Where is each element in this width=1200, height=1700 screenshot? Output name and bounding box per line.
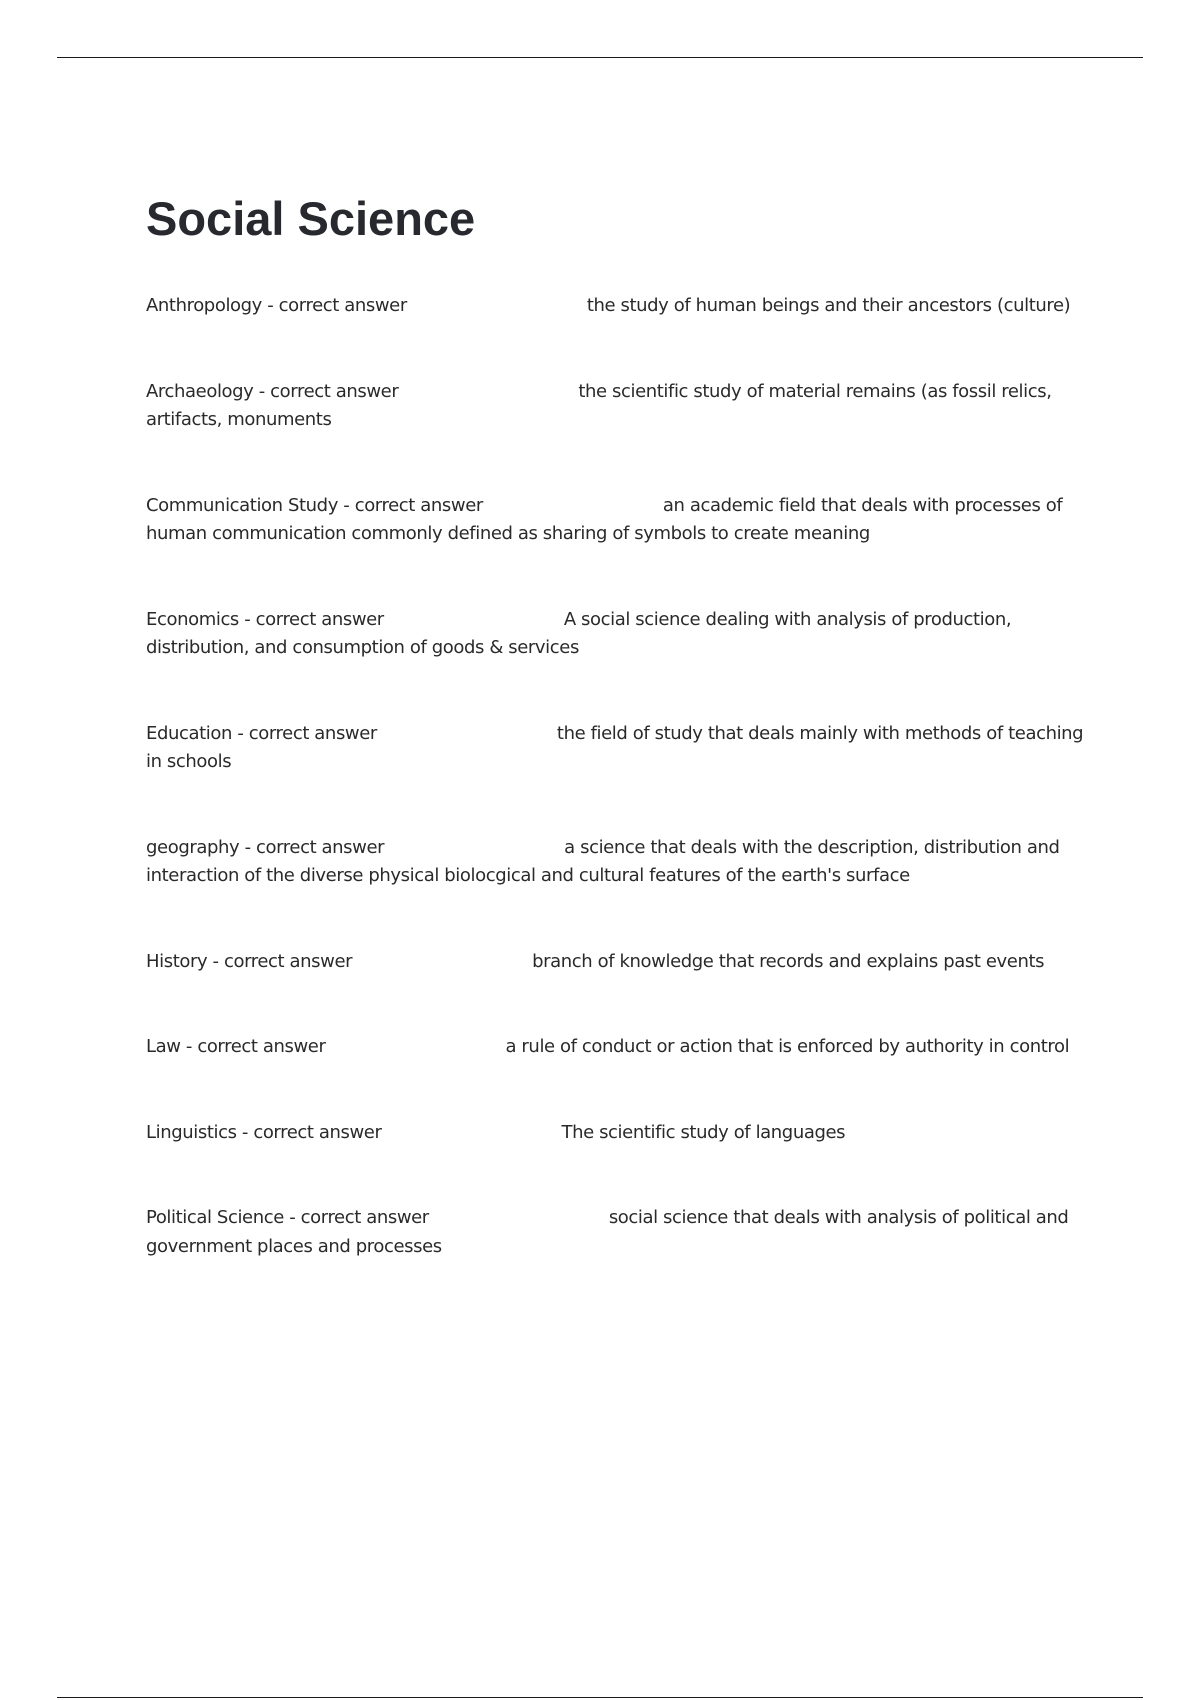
flashcard: [146, 606, 1086, 663]
flashcard: [146, 1204, 1086, 1261]
flashcard: [146, 834, 1086, 891]
flashcard-term: geography - correct answer: [146, 836, 385, 858]
flashcard-definition: branch of knowledge that records and explains past events: [532, 950, 1045, 972]
flashcard: [146, 1119, 1086, 1148]
flashcard: [146, 492, 1086, 549]
flashcard-term: Communication Study - correct answer: [146, 494, 483, 516]
flashcard-term: Economics - correct answer: [146, 608, 384, 630]
flashcard-definition: The scientific study of languages: [561, 1121, 846, 1143]
flashcard-definition: social science that deals with analysis of political and government places and processes: [146, 1207, 1069, 1257]
flashcard: [146, 292, 1086, 321]
flashcard-list: [146, 292, 1086, 1261]
top-rule: [57, 57, 1143, 58]
flashcard-term: History - correct answer: [146, 950, 353, 972]
flashcard-definition: an academic field that deals with processes of human communication commonly defined as sharing of symbols to create meaning: [146, 494, 1063, 544]
flashcard-definition: the scientific study of material remains (as fossil relics, artifacts, monuments: [146, 380, 1052, 430]
bottom-rule: [57, 1697, 1143, 1698]
flashcard: [146, 948, 1086, 977]
flashcard-definition: A social science dealing with analysis of production, distribution, and consumption of goods & services: [146, 608, 1012, 658]
flashcard-definition: the study of human beings and their ancestors (culture): [586, 295, 1071, 316]
flashcard: [146, 378, 1086, 435]
flashcard-term: Archaeology - correct answer: [146, 380, 399, 402]
flashcard-term: Law - correct answer: [146, 1036, 326, 1057]
flashcard: [146, 720, 1086, 777]
flashcard-term: Anthropology - correct answer: [146, 295, 407, 316]
flashcard-term: Linguistics - correct answer: [146, 1121, 382, 1143]
flashcard-definition: a science that deals with the description, distribution and interaction of the diverse physical biolocgical and cultural features of the earth's surface: [146, 836, 1060, 886]
flashcard-definition: the field of study that deals mainly with methods of teaching in schools: [146, 722, 1084, 772]
document-title: Social Science: [146, 192, 476, 245]
flashcard-definition: a rule of conduct or action that is enforced by authority in control: [505, 1036, 1070, 1057]
flashcard: [146, 1033, 1086, 1062]
flashcard-term: Political Science - correct answer: [146, 1207, 429, 1228]
flashcard-term: Education - correct answer: [146, 722, 377, 744]
